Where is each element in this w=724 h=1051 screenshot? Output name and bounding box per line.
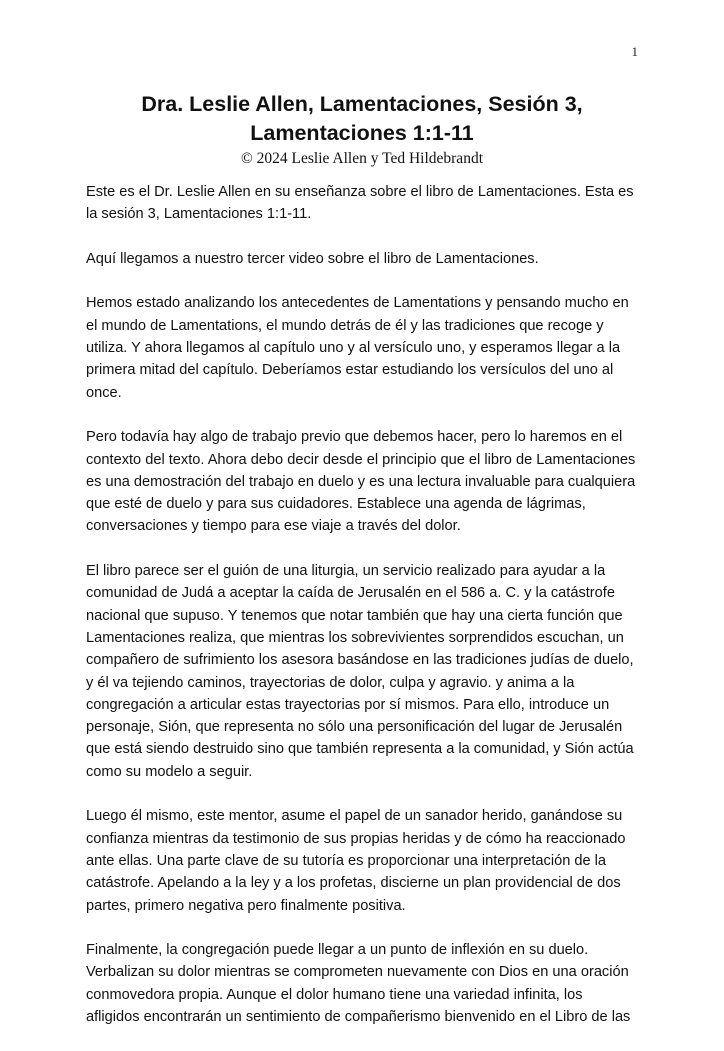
copyright-line: © 2024 Leslie Allen y Ted Hildebrandt bbox=[241, 150, 483, 167]
page-number: 1 bbox=[631, 44, 638, 59]
title-block bbox=[86, 90, 638, 168]
paragraph: Aquí llegamos a nuestro tercer video sobre el libro de Lamentaciones. bbox=[86, 250, 539, 267]
document-title-line-1: Dra. Leslie Allen, Lamentaciones, Sesión 3, bbox=[141, 92, 583, 116]
paragraph: Este es el Dr. Leslie Allen en su enseñanza sobre el libro de Lamentaciones. Esta es la sesión 3, Lamentaciones 1:1-11. bbox=[86, 184, 634, 223]
paragraph: El libro parece ser el guión de una liturgia, un servicio realizado para ayudar a la comunidad de Judá a aceptar la caída de Jerusalén en el 586 a. C. y la catástrofe nacional que supuso. Y tenemos que notar también que hay una cierta función que Lamentaciones realiza, que mientras los sobrevivientes sorprendidos escuchan, un compañero de sufrimiento los asesora basándose en las tradiciones judías de duelo, y él va tejiendo caminos, trayectorias de dolor, culpa y agravio. y anima a la congregación a articular estas trayectorias por sí mismos. Para ello, introduce un personaje, Sión, que representa no sólo una personificación del lugar de Jerusalén que está siendo destruido sino que también representa a la comunidad, y Sión actúa como su modelo a seguir. bbox=[86, 563, 634, 780]
paragraph: Luego él mismo, este mentor, asume el papel de un sanador herido, ganándose su confianza mientras da testimonio de sus propias heridas y de cómo ha reaccionado ante ellas. Una parte clave de su tutoría es proporcionar una interpretación de la catástrofe. Apelando a la ley y a los profetas, discierne un plan providencial de dos partes, primero negativa pero finalmente positiva. bbox=[86, 808, 626, 914]
paragraph: Finalmente, la congregación puede llegar a un punto de inflexión en su duelo. Verbalizan su dolor mientras se comprometen nuevamente con Dios en una oración conmovedora propia. Aunque el dolor humano tiene una variedad infinita, los afligidos encontrarán un sentimiento de compañerismo bienvenido en el Libro de las bbox=[86, 942, 631, 1025]
body-text bbox=[86, 181, 638, 1051]
document-title-line-2: Lamentaciones 1:1-11 bbox=[250, 121, 474, 145]
paragraph: Pero todavía hay algo de trabajo previo que debemos hacer, pero lo haremos en el contexto del texto. Ahora debo decir desde el principio que el libro de Lamentaciones es una demostración del trabajo en duelo y es una lectura invaluable para cualquiera que esté de duelo y para sus cuidadores. Establece una agenda de lágrimas, conversaciones y tiempo para ese viaje a través del dolor. bbox=[86, 429, 636, 535]
paragraph: Hemos estado analizando los antecedentes de Lamentations y pensando mucho en el mundo de Lamentations, el mundo detrás de él y las tradiciones que recoge y utiliza. Y ahora llegamos al capítulo uno y al versículo uno, y esperamos llegar a la primera mitad del capítulo. Deberíamos estar estudiando los versículos del uno al once. bbox=[86, 295, 629, 401]
